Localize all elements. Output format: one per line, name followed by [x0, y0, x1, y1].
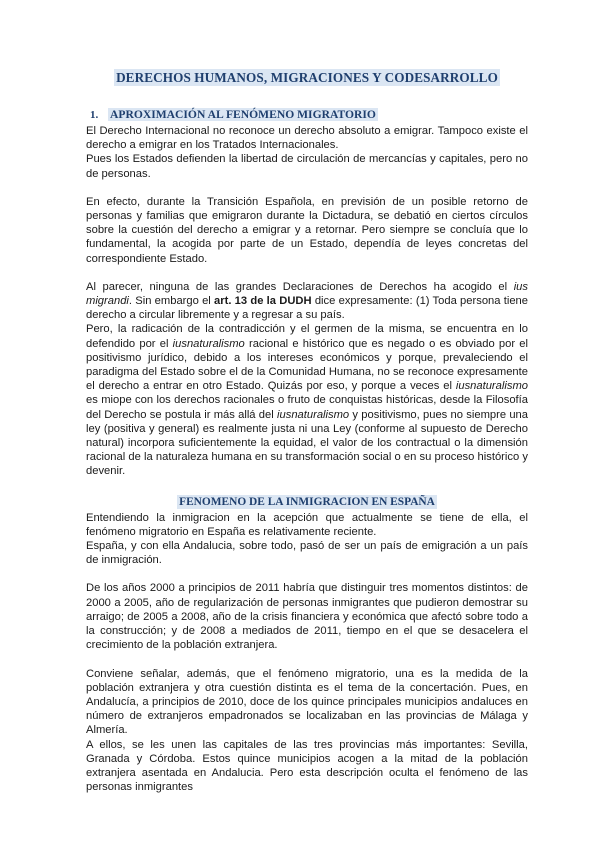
paragraph: A ellos, se les unen las capitales de las tres provincias más importantes: Sevilla, Granada y Córdoba. Estos quince municipios acogen a la mitad de la población extranjera asentada en Andalucia. Pero esta descripción oculta el fenómeno de las personas inmigrantes — [86, 738, 528, 794]
italic-term: iusnaturalismo — [277, 408, 350, 421]
paragraph: Al parecer, ninguna de las grandes Declaraciones de Derechos ha acogido el ius migrandi. Sin embargo el art. 13 de la DUDH dice expresamente: (1) Toda persona tiene derecho a circular libremente y a regresar a su país. — [86, 280, 528, 322]
italic-term: iusnaturalismo — [172, 337, 245, 350]
section-heading-1 — [86, 108, 528, 121]
paragraph: Pues los Estados defienden la libertad de circulación de mercancías y capitales, pero no de personas. — [86, 153, 528, 180]
paragraph: Entendiendo la inmigracion en la acepción que actualmente se tiene de ella, el fenómeno migratorio en España es relativamente reciente. — [86, 511, 528, 538]
paragraph: De los años 2000 a principios de 2011 habría que distinguir tres momentos distintos: de 2000 a 2005, año de regularización de personas inmigrantes que pudieron demostrar su arraigo; de 2005 a 2008, año de la crisis financiera y económica que afectó sobre todo a la construcción; y de 2008 a mediados de 2011, tiempo en el que se desacelera el crecimiento de la población extranjera. — [86, 582, 528, 652]
paragraph: El Derecho Internacional no reconoce un derecho absoluto a emigrar. Tampoco existe el derecho a emigrar en los Tratados Internacionales. — [86, 125, 528, 152]
bold-term: art. 13 de la DUDH — [214, 295, 312, 308]
section-heading-2: FENOMENO DE LA INMIGRACION EN ESPAÑA — [179, 495, 435, 508]
document-title: DERECHOS HUMANOS, MIGRACIONES Y CODESARROLLO — [116, 70, 498, 85]
paragraph: España, y con ella Andalucia, sobre todo, pasó de ser un país de emigración a un país de inmigración. — [86, 540, 528, 567]
paragraph: Pero, la radicación de la contradicción y el germen de la misma, se encuentra en lo defendido por el iusnaturalismo racional e histórico que es negado o es obviado por el positivismo jurídico, debido a los intereses económicos y porque, prevaleciendo el paradigma del Estado sobre el de la Comunidad Humana, no se reconoce expresamente el derecho a entrar en otro Estado. Quizás por eso, y porque a veces el iusnaturalismo es miope con los derechos racionales o fruto de conquistas históricas, desde la Filosofía del Derecho se postula ir más allá del iusnaturalismo y positivismo, pues no siempre una ley (positiva y general) es realmente justa ni una Ley (conforme al supuesto de Derecho natural) incorpora suficientemente la equidad, el valor de los contractual o la dimensión racional de la naturaleza humana en su transformación social o en su proceso histórico y devenir. — [86, 323, 529, 478]
italic-term: iusnaturalismo — [455, 380, 528, 393]
section-number: 1. — [90, 109, 99, 121]
paragraph: En efecto, durante la Transición Española, en previsión de un posible retorno de personas y familias que emigraron durante la Dictadura, se debatió en ciertos círculos sobre la cuestión del derecho a emigrar y a retornar. Pero siempre se concluía que lo fundamental, la acogida por parte de un Estado, dependía de leyes concretas del correspondiente Estado. — [86, 195, 528, 265]
italic-term: ius migrandi — [86, 280, 528, 308]
section-heading-text: APROXIMACIÓN AL FENÓMENO MIGRATORIO — [110, 108, 376, 121]
paragraph: Conviene señalar, además, que el fenómeno migratorio, una es la medida de la población extranjera y otra cuestión distinta es el tema de la concertación. Pues, en Andalucía, a principios de 2010, doce de los quince principales municipios andaluces en número de extranjeros empadronados se localizaban en las provincias de Málaga y Almería. — [86, 667, 528, 737]
